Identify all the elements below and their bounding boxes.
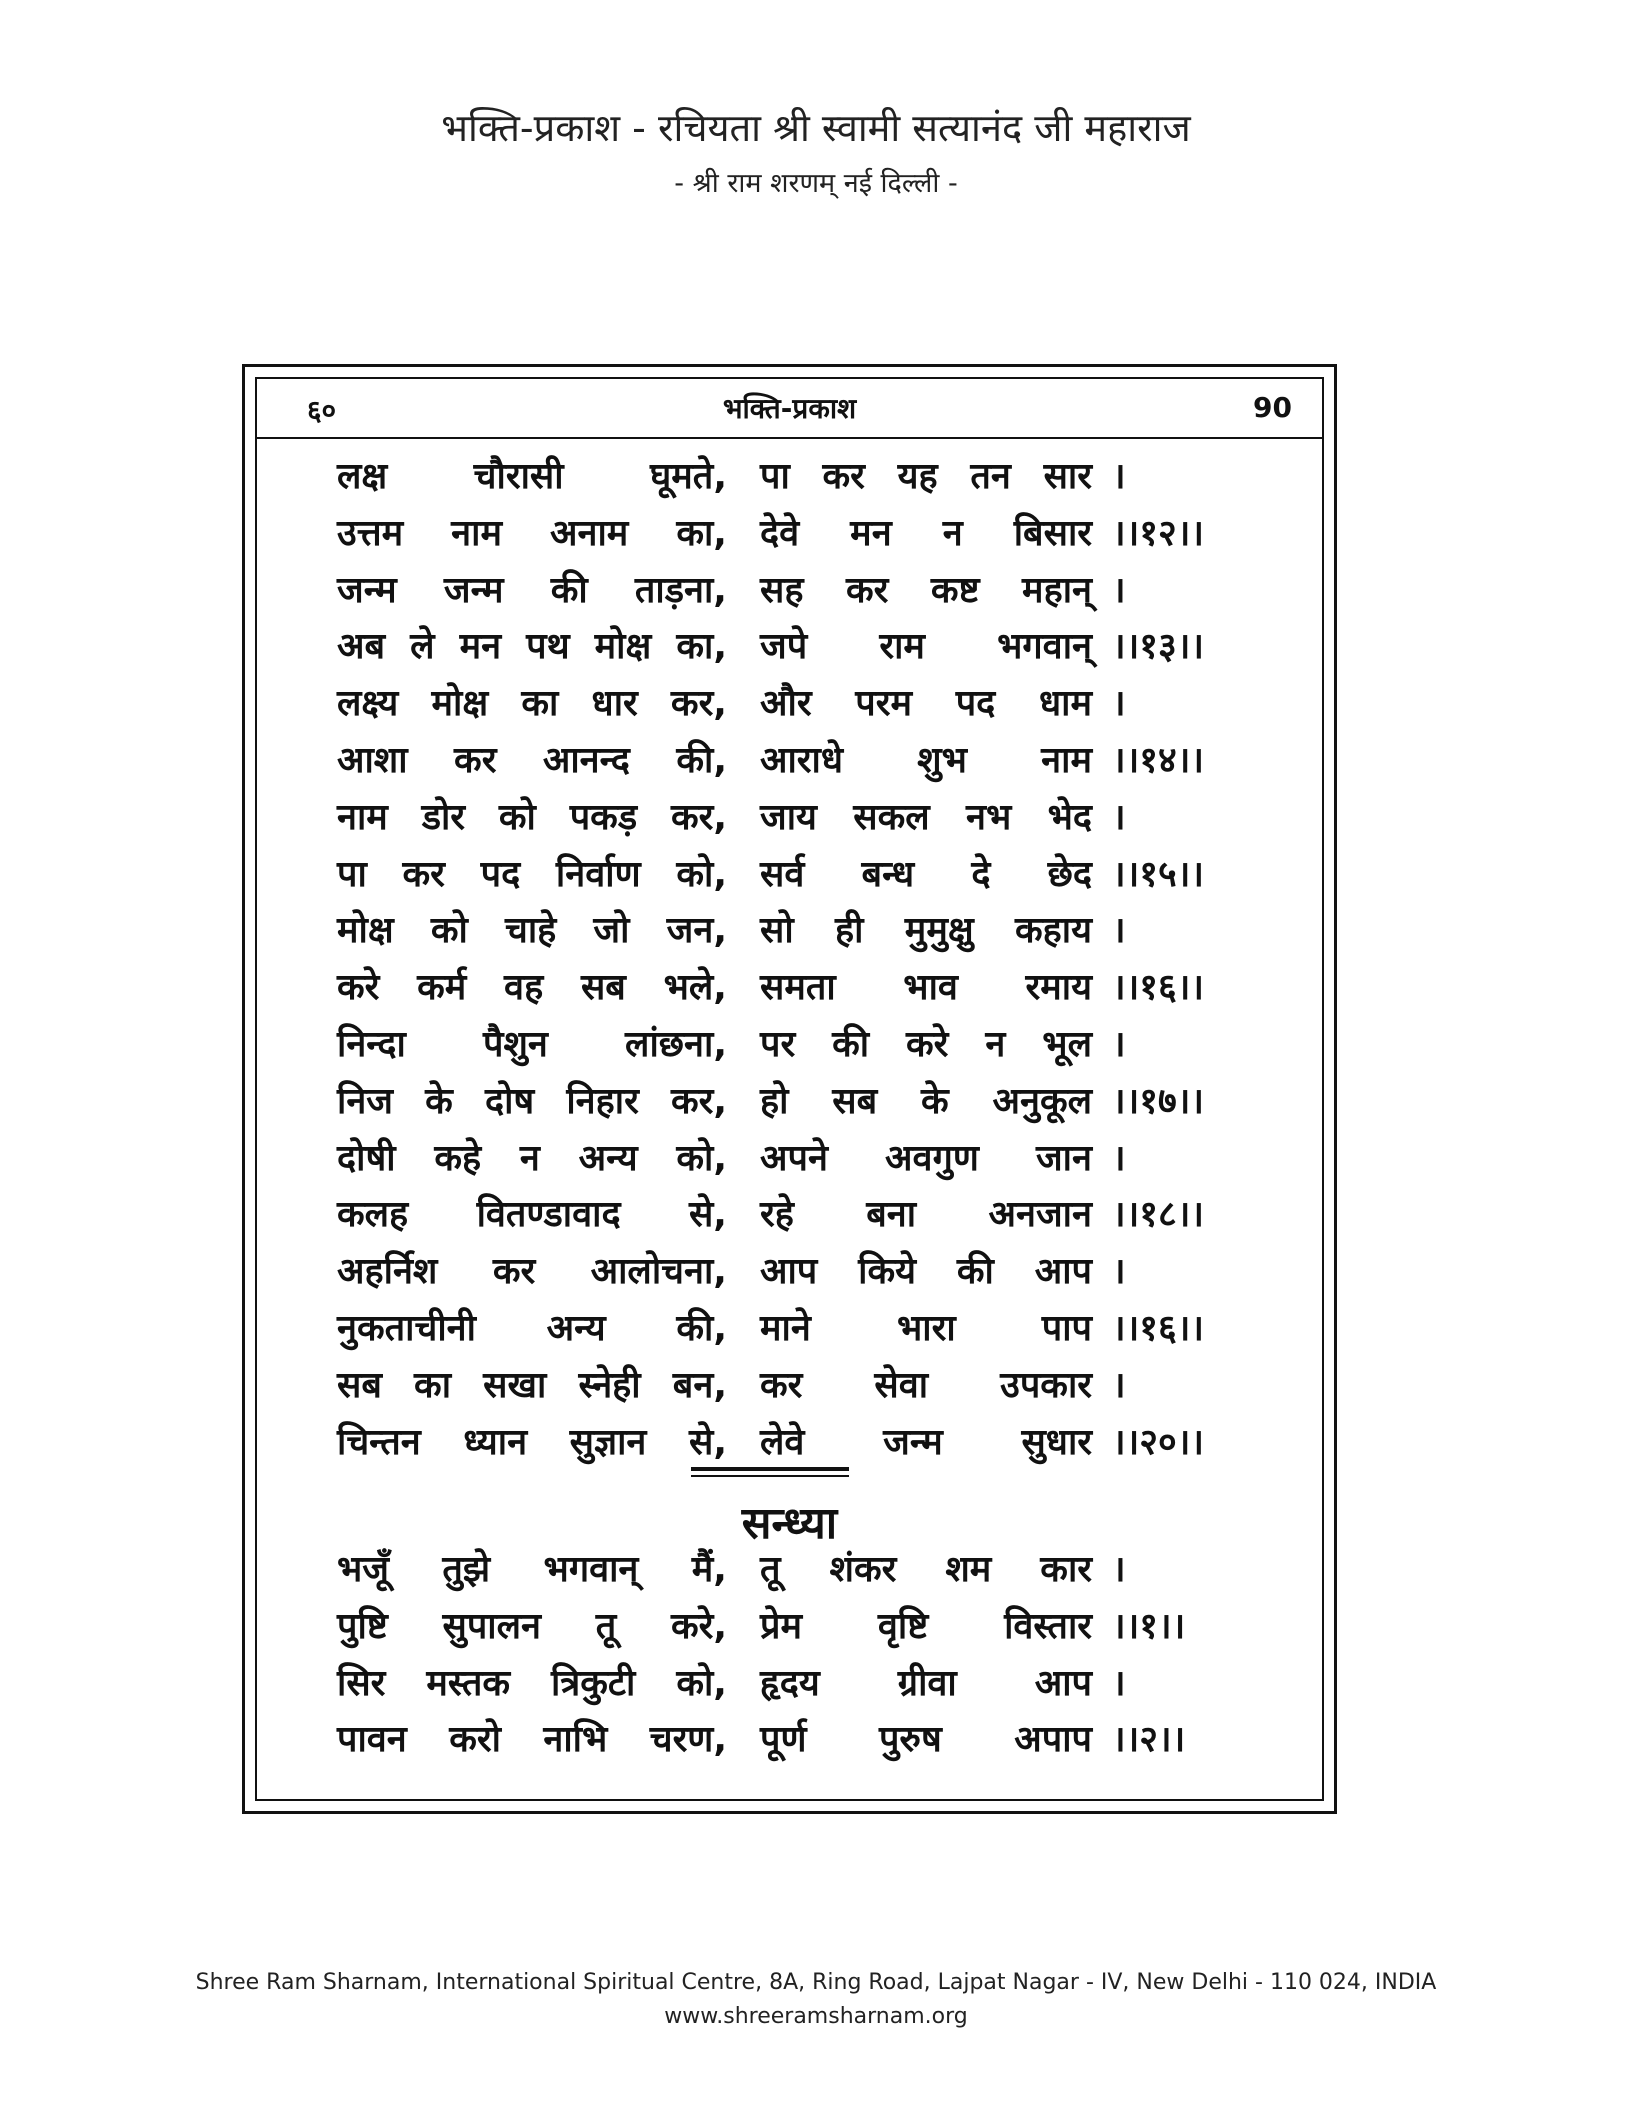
- verse-left-half: नुकताचीनी अन्य की,: [337, 1307, 727, 1349]
- verse-number: ।: [1112, 1364, 1126, 1406]
- verse-line: [337, 449, 1287, 506]
- verse-right-half: जाय सकल नभ भेद: [760, 796, 1092, 838]
- verse-number: ।।१६।।: [1112, 967, 1205, 1009]
- section-title: सन्ध्या: [741, 1498, 838, 1549]
- verse-line: [337, 1712, 1287, 1769]
- verse-line: [337, 563, 1287, 620]
- verse-right-half: माने भारा पाप: [760, 1307, 1092, 1349]
- verse-right-half: आप किये की आप: [760, 1251, 1092, 1293]
- verse-left-half: सब का सखा स्नेही बन,: [337, 1364, 727, 1406]
- verse-right-half: पर की करे न भूल: [760, 1023, 1092, 1065]
- verse-line: [337, 1358, 1287, 1415]
- footer-address: Shree Ram Sharnam, International Spiritual Centre, 8A, Ring Road, Lajpat Nagar - IV, New Delhi - 110 024, INDIA: [195, 1970, 1437, 1995]
- verse-left-half: पा कर पद निर्वाण को,: [337, 853, 727, 895]
- verse-number: ।।१३।।: [1112, 626, 1205, 668]
- verse-line: [337, 1017, 1287, 1074]
- section-divider: [691, 1467, 849, 1477]
- verse-left-half: दोषी कहे न अन्य को,: [337, 1137, 727, 1179]
- verse-right-half: सो ही मुमुक्षु कहाय: [760, 910, 1092, 952]
- verse-left-half: जन्म जन्म की ताड़ना,: [337, 569, 727, 611]
- page-number-devanagari: ६०: [307, 394, 337, 427]
- section-verse-list: [337, 1542, 1287, 1769]
- verse-number: ।: [1112, 1023, 1126, 1065]
- verse-line: [337, 1415, 1287, 1472]
- verse-line: [337, 676, 1287, 733]
- verse-number: ।: [1112, 683, 1126, 725]
- book-title: भक्ति-प्रकाश: [722, 392, 857, 425]
- page-footer: [0, 1966, 1632, 2034]
- verse-number: ।।१६।।: [1112, 1307, 1205, 1349]
- verse-left-half: उत्तम नाम अनाम का,: [337, 512, 727, 554]
- verse-left-half: पुष्टि सुपालन तू करे,: [337, 1605, 727, 1647]
- verse-left-half: पावन करो नाभि चरण,: [337, 1719, 727, 1761]
- verse-right-half: सर्व बन्ध दे छेद: [760, 853, 1092, 895]
- verse-line: [337, 1187, 1287, 1244]
- verse-number: ।: [1112, 1662, 1126, 1704]
- verse-line: [337, 1656, 1287, 1713]
- verse-line: [337, 847, 1287, 904]
- verse-left-half: मोक्ष को चाहे जो जन,: [337, 910, 727, 952]
- verse-list: [337, 449, 1287, 1471]
- verse-number: ।।१४।।: [1112, 739, 1205, 781]
- page-number: 90: [1253, 391, 1292, 424]
- verse-left-half: करे कर्म वह सब भले,: [337, 967, 727, 1009]
- verse-left-half: चिन्तन ध्यान सुज्ञान से,: [337, 1421, 727, 1463]
- verse-line: [337, 1244, 1287, 1301]
- verse-right-half: देवे मन न बिसार: [760, 512, 1092, 554]
- verse-line: [337, 790, 1287, 847]
- book-page-inner-frame: [255, 377, 1324, 1801]
- verse-left-half: लक्ष्य मोक्ष का धार कर,: [337, 683, 727, 725]
- verse-right-half: अपने अवगुण जान: [760, 1137, 1092, 1179]
- verse-number: ।: [1112, 796, 1126, 838]
- verse-number: ।: [1112, 456, 1126, 497]
- verse-number: ।।२।।: [1112, 1719, 1186, 1761]
- verse-left-half: सिर मस्तक त्रिकुटी को,: [337, 1662, 727, 1704]
- verse-number: ।: [1112, 1251, 1126, 1293]
- verse-line: [337, 1599, 1287, 1656]
- verse-number: ।।१८।।: [1112, 1194, 1205, 1236]
- verse-number: ।: [1112, 1137, 1126, 1179]
- verse-right-half: कर सेवा उपकार: [760, 1364, 1092, 1406]
- verse-right-half: हृदय ग्रीवा आप: [760, 1662, 1092, 1704]
- verse-number: ।: [1112, 1549, 1126, 1590]
- verse-right-half: पा कर यह तन सार: [760, 456, 1092, 497]
- footer-url: www.shreeramsharnam.org: [664, 2004, 968, 2029]
- verse-number: ।।१५।।: [1112, 853, 1205, 895]
- verse-left-half: अब ले मन पथ मोक्ष का,: [337, 626, 727, 668]
- header-title: भक्ति-प्रकाश - रचियता श्री स्वामी सत्यानंद जी महाराज: [441, 106, 1191, 150]
- verse-line: [337, 619, 1287, 676]
- verse-right-half: तू शंकर शम कार: [760, 1549, 1092, 1590]
- verse-left-half: आशा कर आनन्द की,: [337, 739, 727, 781]
- verse-right-half: और परम पद धाम: [760, 683, 1092, 725]
- verse-line: [337, 1301, 1287, 1358]
- verse-left-half: निज के दोष निहार कर,: [337, 1080, 727, 1122]
- verse-line: [337, 903, 1287, 960]
- verse-left-half: निन्दा पैशुन लांछना,: [337, 1023, 727, 1065]
- verse-right-half: पूर्ण पुरुष अपाप: [760, 1719, 1092, 1761]
- verse-right-half: लेवे जन्म सुधार: [760, 1421, 1092, 1463]
- verse-right-half: जपे राम भगवान्: [760, 626, 1092, 668]
- verse-line: [337, 506, 1287, 563]
- verse-line: [337, 1542, 1287, 1599]
- verse-right-half: हो सब के अनुकूल: [760, 1080, 1092, 1122]
- verse-number: ।।१।।: [1112, 1605, 1186, 1647]
- verse-right-half: समता भाव रमाय: [760, 967, 1092, 1009]
- verse-right-half: रहे बना अनजान: [760, 1194, 1092, 1236]
- verse-left-half: अहर्निश कर आलोचना,: [337, 1251, 727, 1293]
- verse-number: ।: [1112, 910, 1126, 952]
- book-page-header: [257, 379, 1322, 439]
- verse-right-half: सह कर कष्ट महान्: [760, 569, 1092, 611]
- verse-number: ।।२०।।: [1112, 1421, 1205, 1463]
- verse-left-half: भजूँ तुझे भगवान् मैं,: [337, 1549, 727, 1590]
- verse-line: [337, 1131, 1287, 1188]
- verse-number: ।: [1112, 569, 1126, 611]
- verse-left-half: नाम डोर को पकड़ कर,: [337, 796, 727, 838]
- verse-line: [337, 960, 1287, 1017]
- verse-left-half: कलह वितण्डावाद से,: [337, 1194, 727, 1236]
- verse-line: [337, 733, 1287, 790]
- verse-line: [337, 1074, 1287, 1131]
- book-page-frame: [242, 364, 1337, 1814]
- verse-number: ।।१७।।: [1112, 1080, 1205, 1122]
- verse-right-half: प्रेम वृष्टि विस्तार: [760, 1605, 1092, 1647]
- verse-left-half: लक्ष चौरासी घूमते,: [337, 456, 727, 497]
- verse-number: ।।१२।।: [1112, 512, 1205, 554]
- page-header: [0, 100, 1632, 206]
- header-subtitle: - श्री राम शरणम् नई दिल्ली -: [674, 168, 958, 199]
- verse-right-half: आराधे शुभ नाम: [760, 739, 1092, 781]
